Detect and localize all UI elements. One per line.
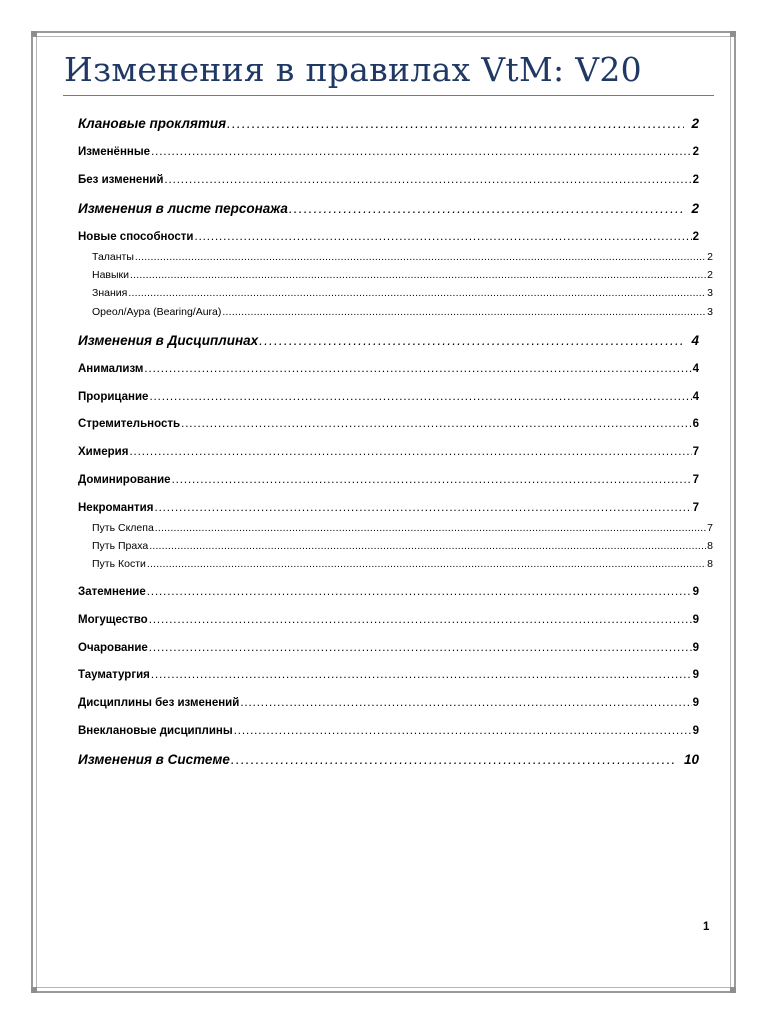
toc-dot-leader <box>147 586 692 598</box>
toc-entry-knowledges[interactable] <box>92 287 713 301</box>
toc-entry-celerity[interactable] <box>78 418 699 434</box>
toc-entry-label: Очарование <box>78 642 148 654</box>
toc-entry-page: 9 <box>692 669 699 681</box>
toc-dot-leader <box>144 363 691 375</box>
toc-entry-page: 7 <box>692 502 699 514</box>
toc-entry-label: Изменения в Дисциплинах <box>78 333 259 348</box>
toc-entry-page: 9 <box>692 614 699 626</box>
toc-entry-page: 2 <box>692 174 699 186</box>
toc-dot-leader <box>164 174 691 186</box>
toc-dot-leader <box>129 446 691 458</box>
toc-entry-page: 9 <box>692 586 699 598</box>
toc-entry-dominate[interactable] <box>78 474 699 490</box>
toc-entry-page: 10 <box>683 752 699 767</box>
toc-entry-page: 8 <box>707 558 713 570</box>
toc-entry-page: 3 <box>707 287 713 299</box>
document-title: Изменения в правилах VtM: V20 <box>64 50 642 89</box>
toc-entry-sepulchre-path[interactable] <box>92 522 713 536</box>
toc-entry-system-changes[interactable] <box>78 752 699 770</box>
toc-entry-label: Тауматургия <box>78 669 150 681</box>
toc-entry-label: Изменения в листе персонажа <box>78 201 288 216</box>
title-underline <box>63 95 714 96</box>
toc-dot-leader <box>231 752 677 767</box>
toc-entry-chimerstry[interactable] <box>78 446 699 462</box>
toc-entry-page: 4 <box>692 391 699 403</box>
corner-mark-bottom-right <box>730 987 736 993</box>
toc-entry-page: 2 <box>691 116 699 131</box>
toc-entry-disciplines[interactable] <box>78 333 699 351</box>
toc-dot-leader <box>194 231 691 243</box>
toc-dot-leader <box>149 540 706 552</box>
corner-mark-top-right <box>730 31 736 37</box>
toc-entry-label: Анимализм <box>78 363 144 375</box>
toc-entry-auspex[interactable] <box>78 391 699 407</box>
toc-entry-necromancy[interactable] <box>78 502 699 518</box>
toc-entry-label: Без изменений <box>78 174 164 186</box>
toc-entry-presence[interactable] <box>78 642 699 658</box>
toc-entry-label: Изменённые <box>78 146 151 158</box>
toc-entry-label: Путь Праха <box>92 540 149 552</box>
toc-dot-leader <box>222 306 706 318</box>
toc-entry-page: 2 <box>707 251 713 263</box>
toc-entry-label: Химерия <box>78 446 129 458</box>
toc-entry-label: Путь Склепа <box>92 522 154 534</box>
toc-entry-unchanged[interactable] <box>78 174 699 190</box>
toc-entry-page: 7 <box>707 522 713 534</box>
toc-entry-bone-path[interactable] <box>92 558 713 572</box>
toc-dot-leader <box>135 251 706 263</box>
toc-entry-skills[interactable] <box>92 269 713 283</box>
corner-mark-top-left <box>31 31 37 37</box>
toc-entry-unchanged-disciplines[interactable] <box>78 697 699 713</box>
toc-entry-obfuscate[interactable] <box>78 586 699 602</box>
toc-entry-label: Навыки <box>92 269 130 281</box>
toc-entry-non-clan-disciplines[interactable] <box>78 725 699 741</box>
toc-entry-animalism[interactable] <box>78 363 699 379</box>
toc-entry-page: 6 <box>692 418 699 430</box>
toc-entry-thaumaturgy[interactable] <box>78 669 699 685</box>
toc-dot-leader <box>147 558 706 570</box>
toc-entry-bearing-aura[interactable] <box>92 306 713 320</box>
toc-entry-label: Знания <box>92 287 128 299</box>
toc-entry-page: 8 <box>707 540 713 552</box>
toc-entry-talents[interactable] <box>92 251 713 265</box>
toc-dot-leader <box>181 418 691 430</box>
toc-entry-label: Прорицание <box>78 391 149 403</box>
toc-dot-leader <box>289 201 685 216</box>
toc-entry-label: Внеклановые дисциплины <box>78 725 233 737</box>
toc-entry-label: Таланты <box>92 251 134 263</box>
toc-dot-leader <box>234 725 692 737</box>
toc-entry-ash-path[interactable] <box>92 540 713 554</box>
toc-entry-label: Могущество <box>78 614 148 626</box>
toc-entry-clan-curses[interactable] <box>78 116 699 134</box>
toc-entry-label: Дисциплины без изменений <box>78 697 240 709</box>
page-number: 1 <box>703 921 710 933</box>
toc-dot-leader <box>240 697 691 709</box>
toc-dot-leader <box>130 269 706 281</box>
toc-dot-leader <box>154 502 691 514</box>
toc-entry-potence[interactable] <box>78 614 699 630</box>
toc-entry-page: 3 <box>707 306 713 318</box>
toc-entry-page: 2 <box>707 269 713 281</box>
toc-dot-leader <box>151 669 692 681</box>
toc-entry-label: Путь Кости <box>92 558 146 570</box>
toc-entry-new-abilities[interactable] <box>78 231 699 247</box>
toc-dot-leader <box>259 333 684 348</box>
toc-dot-leader <box>128 287 706 299</box>
toc-entry-label: Стремительность <box>78 418 181 430</box>
toc-entry-page: 7 <box>692 446 699 458</box>
toc-dot-leader <box>149 614 692 626</box>
toc-entry-page: 7 <box>692 474 699 486</box>
toc-entry-label: Клановые проклятия <box>78 116 227 131</box>
toc-entry-page: 2 <box>692 231 699 243</box>
toc-entry-page: 9 <box>692 725 699 737</box>
toc-dot-leader <box>151 146 692 158</box>
toc-entry-label: Ореол/Аура (Bearing/Aura) <box>92 306 222 318</box>
toc-entry-label: Доминирование <box>78 474 171 486</box>
toc-entry-label: Затемнение <box>78 586 146 598</box>
toc-entry-page: 9 <box>692 642 699 654</box>
toc-dot-leader <box>227 116 684 131</box>
toc-entry-page: 2 <box>691 201 699 216</box>
toc-dot-leader <box>155 522 706 534</box>
toc-entry-changed[interactable] <box>78 146 699 162</box>
toc-dot-leader <box>149 642 692 654</box>
toc-dot-leader <box>149 391 691 403</box>
toc-entry-label: Некромантия <box>78 502 154 514</box>
toc-entry-page: 4 <box>692 363 699 375</box>
toc-entry-page: 2 <box>692 146 699 158</box>
corner-mark-bottom-left <box>31 987 37 993</box>
toc-entry-label: Изменения в Системе <box>78 752 230 767</box>
toc-entry-character-sheet[interactable] <box>78 201 699 219</box>
toc-entry-page: 9 <box>692 697 699 709</box>
toc-dot-leader <box>172 474 692 486</box>
toc-entry-page: 4 <box>691 333 699 348</box>
toc-entry-label: Новые способности <box>78 231 194 243</box>
